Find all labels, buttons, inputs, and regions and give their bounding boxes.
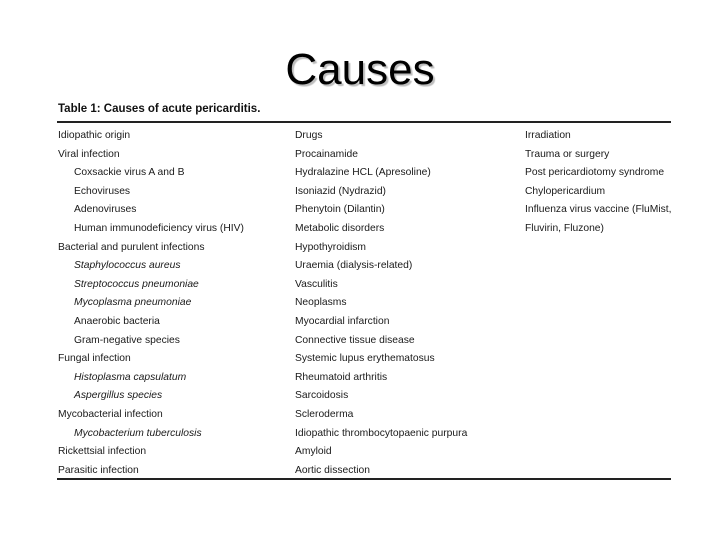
table-cell: Neoplasms (295, 297, 347, 309)
table-cell: Aortic dissection (295, 464, 370, 476)
table-cell: Connective tissue disease (295, 334, 415, 346)
table-cell: Gram-negative species (74, 334, 180, 346)
table-cell: Histoplasma capsulatum (74, 371, 187, 383)
table-cell: Idiopathic thrombocytopaenic purpura (295, 427, 468, 439)
table-column-infectious (58, 127, 283, 480)
table-cell: Fungal infection (58, 353, 131, 365)
table-cell: Coxsackie virus A and B (74, 167, 185, 179)
table-cell: Uraemia (dialysis-related) (295, 260, 413, 272)
table-bottom-rule (57, 478, 671, 480)
table-cell: Trauma or surgery (525, 148, 610, 160)
table-cell: Amyloid (295, 446, 332, 458)
table-cell: Scleroderma (295, 408, 354, 420)
table-column-drugs-disorders (295, 127, 520, 480)
table-cell: Human immunodeficiency virus (HIV) (74, 222, 244, 234)
table-cell: Echoviruses (74, 185, 131, 197)
table-cell: Post pericardiotomy syndrome (525, 167, 665, 179)
table-cell: Irradiation (525, 130, 571, 141)
table-cell: Mycoplasma pneumoniae (74, 297, 192, 309)
table-cell: Anaerobic bacteria (74, 315, 160, 327)
table-column-physical-causes (525, 127, 675, 239)
table-cell: Hypothyroidism (295, 241, 366, 253)
table-cell: Vasculitis (295, 278, 338, 290)
table-cell: Rheumatoid arthritis (295, 371, 388, 383)
table-top-rule (57, 121, 671, 123)
table-cell: Metabolic disorders (295, 222, 385, 234)
table-cell: Staphylococcus aureus (74, 260, 181, 272)
table-cell: Idiopathic origin (58, 130, 131, 141)
table-cell: Fluvirin, Fluzone) (525, 222, 604, 234)
table-cell: Hydralazine HCL (Apresoline) (295, 167, 431, 179)
table-cell: Influenza virus vaccine (FluMist, (525, 204, 672, 216)
table-cell: Sarcoidosis (295, 390, 349, 402)
table-cell: Procainamide (295, 148, 358, 160)
table-cell: Mycobacterium tuberculosis (74, 427, 202, 439)
table-cell: Phenytoin (Dilantin) (295, 204, 385, 216)
table-cell: Viral infection (58, 148, 120, 160)
table-cell: Mycobacterial infection (58, 408, 163, 420)
table-cell: Bacterial and purulent infections (58, 241, 205, 253)
table-cell: Myocardial infarction (295, 315, 390, 327)
slide-title: Causes (285, 45, 435, 94)
table-cell: Parasitic infection (58, 464, 139, 476)
table-caption: Table 1: Causes of acute pericarditis. (58, 103, 261, 115)
table-cell: Streptococcus pneumoniae (74, 278, 199, 290)
table-cell: Drugs (295, 130, 323, 141)
table-cell: Rickettsial infection (58, 446, 147, 458)
table-cell: Systemic lupus erythematosus (295, 353, 435, 365)
table-cell: Adenoviruses (74, 204, 137, 216)
table-cell: Isoniazid (Nydrazid) (295, 185, 386, 197)
table-cell: Aspergillus species (74, 390, 163, 402)
table-cell: Chylopericardium (525, 185, 606, 197)
